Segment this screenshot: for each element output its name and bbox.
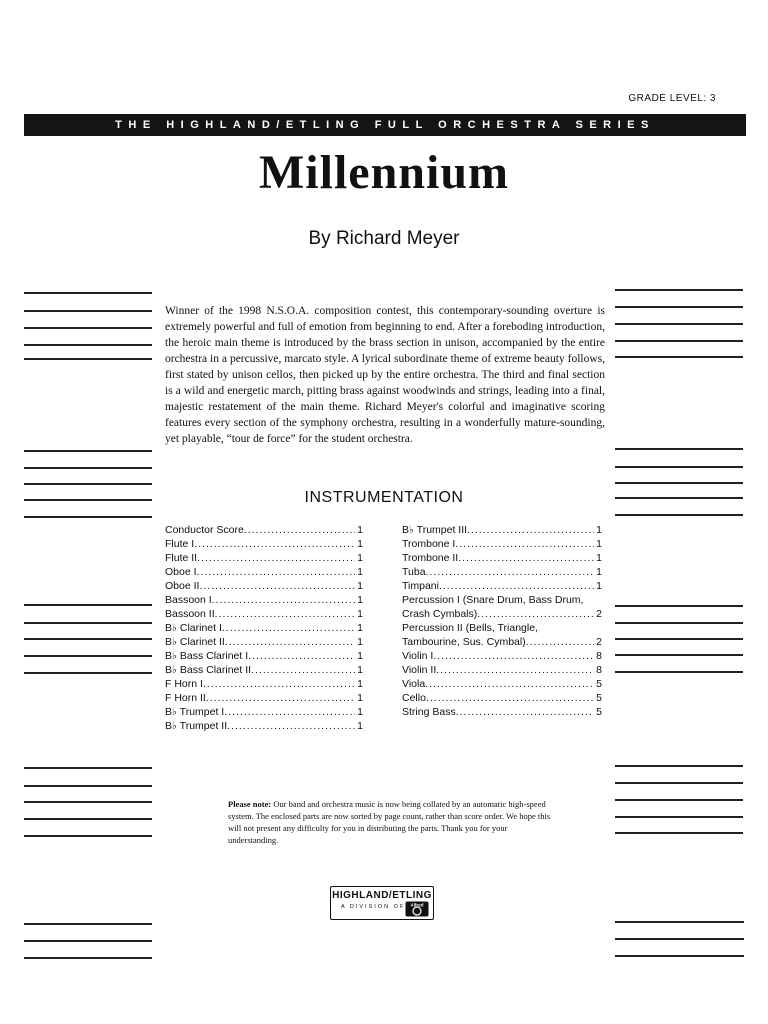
part-count: 1 xyxy=(357,622,363,634)
margin-rule xyxy=(24,450,152,452)
margin-rule xyxy=(615,938,743,940)
margin-rule xyxy=(24,358,152,360)
margin-rule xyxy=(615,514,743,516)
instrument-name: Trombone I xyxy=(402,538,456,550)
instrument-name: Bassoon II xyxy=(165,608,215,620)
part-count: 1 xyxy=(357,636,363,648)
instrument-name: Conductor Score xyxy=(165,524,244,536)
instrumentation-list-left xyxy=(165,523,363,733)
instrument-name: Tambourine, Sus. Cymbal) xyxy=(402,636,526,648)
part-count: 5 xyxy=(596,692,602,704)
instrumentation-heading: INSTRUMENTATION xyxy=(304,489,464,506)
margin-rule xyxy=(615,497,743,499)
leader-dots xyxy=(426,565,595,579)
leader-dots xyxy=(433,649,594,663)
part-count: 1 xyxy=(596,580,602,592)
margin-rule-short xyxy=(732,921,744,923)
part-count: 1 xyxy=(357,720,363,732)
leader-dots xyxy=(225,635,355,649)
publisher-division: A DIVISION OF xyxy=(341,904,406,910)
margin-rule xyxy=(615,832,743,834)
margin-rule xyxy=(615,306,743,308)
instrument-row xyxy=(165,579,363,593)
margin-rule xyxy=(615,799,743,801)
part-count: 1 xyxy=(596,538,602,550)
instrument-row xyxy=(165,537,363,551)
instrument-name: F Horn I xyxy=(165,678,203,690)
leader-dots xyxy=(244,523,355,537)
margin-rule xyxy=(24,483,152,485)
leader-dots xyxy=(199,579,355,593)
instrument-row xyxy=(165,565,363,579)
margin-rule xyxy=(24,516,152,518)
leader-dots xyxy=(227,719,355,733)
grade-level: GRADE LEVEL: 3 xyxy=(628,93,716,104)
instrument-name: B♭ Bass Clarinet II xyxy=(165,664,252,676)
instrument-row xyxy=(402,649,602,663)
part-count: 1 xyxy=(596,524,602,536)
instrument-name: Tuba xyxy=(402,566,426,578)
instrument-name: Oboe II xyxy=(165,580,200,592)
leader-dots xyxy=(203,677,355,691)
instrument-row xyxy=(165,677,363,691)
margin-rule xyxy=(615,921,743,923)
instrument-name: Timpani xyxy=(402,580,439,592)
instrument-row xyxy=(402,635,602,649)
leader-dots xyxy=(455,537,594,551)
margin-rule xyxy=(615,466,743,468)
instrument-name: B♭ Clarinet I xyxy=(165,622,222,634)
leader-dots xyxy=(215,607,356,621)
margin-rule-short xyxy=(732,955,744,957)
leader-dots xyxy=(456,705,594,719)
instrument-row xyxy=(165,523,363,537)
instrument-name: Violin II xyxy=(402,664,437,676)
part-count: 1 xyxy=(357,538,363,550)
margin-rule xyxy=(24,785,152,787)
margin-rule xyxy=(615,605,743,607)
instrument-name: String Bass xyxy=(402,706,456,718)
part-count: 5 xyxy=(596,706,602,718)
instrument-name: Percussion I (Snare Drum, Bass Drum, xyxy=(402,594,584,606)
margin-rule xyxy=(615,671,743,673)
part-count: 1 xyxy=(357,650,363,662)
margin-rule-short xyxy=(732,938,744,940)
instrument-name: Oboe I xyxy=(165,566,197,578)
note-text: Our band and orchestra music is now being collated by an automatic high-speed system. The enclosed parts are now sorted by page count, rather than score order. We hope this will not present any difficulty for you in distributing the parts. Thank you for your understanding. xyxy=(228,799,551,845)
badge-label: Alfred xyxy=(410,902,424,908)
leader-dots xyxy=(222,621,355,635)
instrument-name: Percussion II (Bells, Triangle, xyxy=(402,622,538,634)
leader-dots xyxy=(426,691,594,705)
margin-rule xyxy=(24,767,152,769)
part-count xyxy=(600,621,602,635)
part-count: 2 xyxy=(596,608,602,620)
piece-title: Millennium xyxy=(258,146,510,199)
part-count: 1 xyxy=(357,552,363,564)
margin-rule xyxy=(24,327,152,329)
margin-rule xyxy=(24,957,152,959)
margin-rule xyxy=(615,323,743,325)
leader-dots xyxy=(583,593,600,607)
margin-rule xyxy=(24,622,152,624)
part-count: 1 xyxy=(357,580,363,592)
instrument-row xyxy=(165,593,363,607)
instrument-row xyxy=(165,649,363,663)
instrument-row xyxy=(165,551,363,565)
part-count: 1 xyxy=(357,608,363,620)
leader-dots xyxy=(224,705,355,719)
margin-rule xyxy=(615,340,743,342)
instrument-row xyxy=(402,607,602,621)
part-count: 1 xyxy=(596,566,602,578)
margin-rule xyxy=(24,835,152,837)
leader-dots xyxy=(538,621,600,635)
part-count: 1 xyxy=(357,706,363,718)
margin-rule xyxy=(615,638,743,640)
note-label: Please note: xyxy=(228,799,272,809)
leader-dots xyxy=(458,551,594,565)
instrument-name: B♭ Trumpet II xyxy=(165,720,228,732)
instrument-row xyxy=(402,579,602,593)
instrument-row xyxy=(402,565,602,579)
instrument-row xyxy=(402,705,602,719)
leader-dots xyxy=(436,663,594,677)
instrument-row xyxy=(165,691,363,705)
instrument-row xyxy=(165,719,363,733)
instrument-name: B♭ Clarinet II xyxy=(165,636,225,648)
margin-rule xyxy=(24,923,152,925)
margin-rule xyxy=(615,955,743,957)
instrument-name: Trombone II xyxy=(402,552,459,564)
margin-rule xyxy=(615,816,743,818)
margin-rule xyxy=(24,292,152,294)
instrument-name: Flute I xyxy=(165,538,195,550)
part-count: 1 xyxy=(357,524,363,536)
instrument-row xyxy=(402,537,602,551)
instrument-name: Violin I xyxy=(402,650,434,662)
leader-dots xyxy=(206,691,355,705)
margin-rule xyxy=(24,499,152,501)
leader-dots xyxy=(467,523,594,537)
leader-dots xyxy=(425,677,594,691)
margin-rule xyxy=(615,654,743,656)
margin-rule xyxy=(24,655,152,657)
leader-dots xyxy=(439,579,594,593)
margin-rule xyxy=(24,310,152,312)
collation-note xyxy=(228,798,553,846)
instrument-row xyxy=(402,523,602,537)
part-count: 1 xyxy=(357,678,363,690)
instrument-name: Crash Cymbals) xyxy=(402,608,478,620)
margin-rule xyxy=(24,467,152,469)
series-banner: THE HIGHLAND/ETLING FULL ORCHESTRA SERIES xyxy=(24,114,746,136)
margin-rule xyxy=(615,356,743,358)
part-count: 2 xyxy=(596,636,602,648)
part-count: 1 xyxy=(357,566,363,578)
alfred-badge-icon xyxy=(405,901,429,917)
composer-credit: By Richard Meyer xyxy=(308,228,460,249)
margin-rule xyxy=(24,940,152,942)
instrument-row xyxy=(165,705,363,719)
margin-rule xyxy=(615,782,743,784)
instrument-name: Viola xyxy=(402,678,426,690)
leader-dots xyxy=(248,649,355,663)
part-count: 1 xyxy=(357,692,363,704)
margin-rule xyxy=(24,801,152,803)
part-count: 8 xyxy=(596,664,602,676)
instrument-row xyxy=(402,691,602,705)
instrument-row xyxy=(402,593,602,607)
instrument-name: Bassoon I xyxy=(165,594,212,606)
margin-rule xyxy=(615,765,743,767)
leader-dots xyxy=(526,635,594,649)
part-count: 5 xyxy=(596,678,602,690)
part-count: 1 xyxy=(596,552,602,564)
margin-rule xyxy=(24,638,152,640)
instrument-name: B♭ Bass Clarinet I xyxy=(165,650,249,662)
publisher-brand: HIGHLAND/ETLING xyxy=(332,890,432,901)
leader-dots xyxy=(197,565,356,579)
margin-rule xyxy=(24,604,152,606)
leader-dots xyxy=(477,607,594,621)
instrument-name: Cello xyxy=(402,692,426,704)
instrument-row xyxy=(402,663,602,677)
part-count: 8 xyxy=(596,650,602,662)
instrument-name: Flute II xyxy=(165,552,198,564)
margin-rule xyxy=(24,818,152,820)
publisher-logo xyxy=(330,886,434,920)
part-count xyxy=(600,593,602,607)
instrument-row xyxy=(402,621,602,635)
instrument-row xyxy=(165,621,363,635)
instrumentation-list-right xyxy=(402,523,602,719)
leader-dots xyxy=(251,663,355,677)
part-count: 1 xyxy=(357,594,363,606)
program-notes: Winner of the 1998 N.S.O.A. composition contest, this contemporary-sounding overture is extremely powerful and full of emotion from beginning to end. After a foreboding introduction, the heroic main theme is introduced by the brass section in unison, accompanied by the entire orchestra in a percussive, marcato style. A lyrical subordinate theme of extreme beauty follows, first stated by unison cellos, then picked up by the entire orchestra. The third and final section is a wild and energetic march, pitting brass against woodwinds and strings, leading into a final, majestic restatement of the main theme. Richard Meyer's colorful and imaginative scoring features every section of the symphony orchestra, resulting in a wonderfully mature-sounding, yet playable, “tour de force” for the student orchestra. xyxy=(165,305,605,445)
instrument-name: B♭ Trumpet I xyxy=(165,706,225,718)
margin-rule xyxy=(24,344,152,346)
margin-rule xyxy=(615,448,743,450)
part-count: 1 xyxy=(357,664,363,676)
instrument-row xyxy=(165,663,363,677)
instrument-name: B♭ Trumpet III xyxy=(402,524,468,536)
instrument-row xyxy=(165,635,363,649)
leader-dots xyxy=(194,537,355,551)
margin-rule xyxy=(615,622,743,624)
margin-rule xyxy=(24,672,152,674)
leader-dots xyxy=(197,551,355,565)
instrument-name: F Horn II xyxy=(165,692,206,704)
margin-rule xyxy=(615,482,743,484)
margin-rule xyxy=(615,289,743,291)
leader-dots xyxy=(212,593,355,607)
instrument-row xyxy=(165,607,363,621)
instrument-row xyxy=(402,551,602,565)
instrument-row xyxy=(402,677,602,691)
